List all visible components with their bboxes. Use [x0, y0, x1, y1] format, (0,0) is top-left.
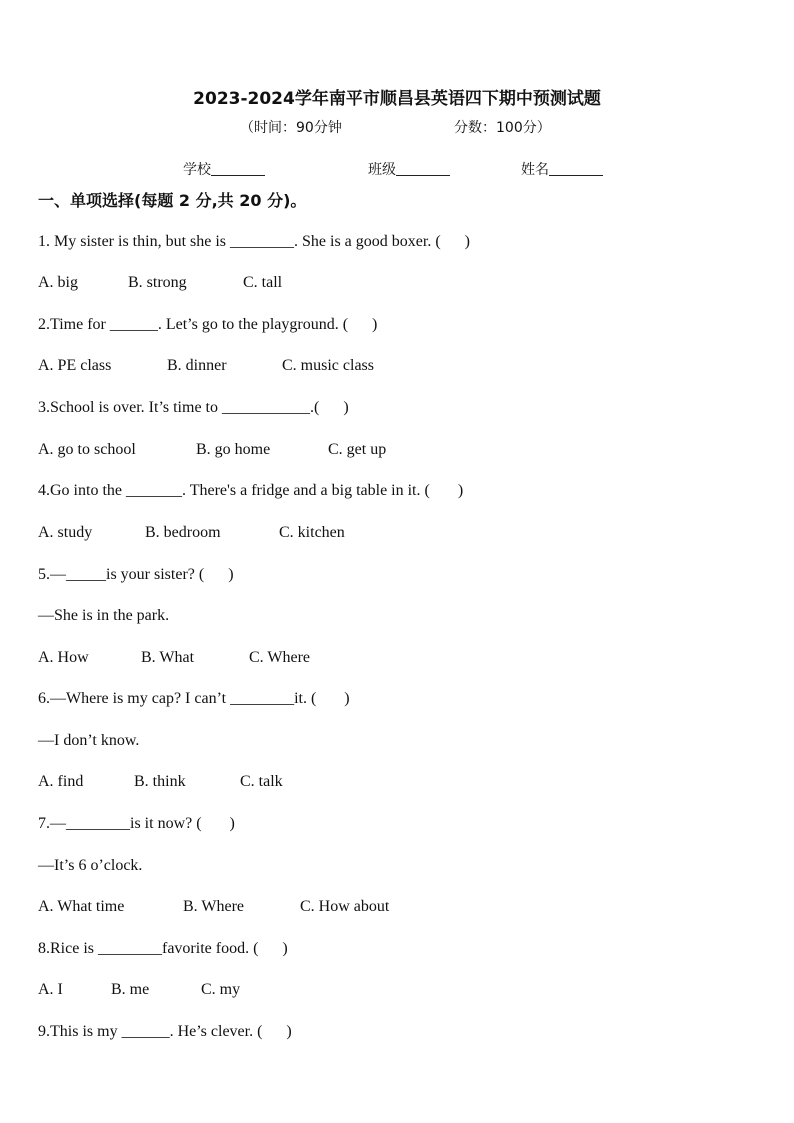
- question-7-stem: 7.—________is it now? ( ): [38, 815, 235, 832]
- question-4-stem: 4.Go into the _______. There's a fridge and a big table in it. ( ): [38, 482, 464, 499]
- question-6-answer: —I don’t know.: [38, 732, 140, 749]
- page-title: 2023-2024学年南平市顺昌县英语四下期中预测试题: [193, 89, 601, 109]
- exam-time: （时间：90分钟: [240, 120, 342, 136]
- section-heading: 一、单项选择(每题 2 分,共 20 分)。: [38, 191, 307, 210]
- option-a[interactable]: A. go to school: [38, 441, 136, 458]
- question-3-stem: 3.School is over. It’s time to ___________.( ): [38, 399, 349, 416]
- option-c[interactable]: C. How about: [300, 898, 390, 915]
- option-b[interactable]: B. dinner: [167, 357, 227, 374]
- option-a[interactable]: A. big: [38, 274, 78, 291]
- class-label: 班级: [368, 162, 396, 178]
- option-a[interactable]: A. PE class: [38, 357, 112, 374]
- option-b[interactable]: B. Where: [183, 898, 245, 915]
- option-a[interactable]: A. find: [38, 773, 84, 790]
- name-blank[interactable]: [549, 161, 603, 176]
- question-5-answer: —She is in the park.: [38, 607, 170, 624]
- question-8-stem: 8.Rice is ________favorite food. ( ): [38, 940, 288, 957]
- option-b[interactable]: B. strong: [128, 274, 187, 291]
- question-2-stem: 2.Time for ______. Let’s go to the playground. ( ): [38, 316, 378, 333]
- school-label: 学校: [183, 162, 211, 178]
- option-c[interactable]: C. tall: [243, 274, 283, 291]
- option-b[interactable]: B. bedroom: [145, 524, 221, 541]
- question-6-stem: 6.—Where is my cap? I can’t ________it. ( ): [38, 690, 350, 707]
- exam-score: 分数：100分）: [454, 120, 551, 136]
- question-5-stem: 5.—_____is your sister? ( ): [38, 566, 234, 583]
- option-c[interactable]: C. Where: [249, 649, 311, 666]
- option-c[interactable]: C. get up: [328, 441, 387, 458]
- option-b[interactable]: B. me: [111, 981, 150, 998]
- name-field: [521, 159, 603, 179]
- class-field: [368, 159, 450, 179]
- option-a[interactable]: A. study: [38, 524, 93, 541]
- option-a[interactable]: A. How: [38, 649, 89, 666]
- question-9-stem: 9.This is my ______. He’s clever. ( ): [38, 1023, 292, 1040]
- option-c[interactable]: C. talk: [240, 773, 283, 790]
- name-label: 姓名: [521, 162, 549, 178]
- option-c[interactable]: C. music class: [282, 357, 374, 374]
- question-7-answer: —It’s 6 o’clock.: [38, 857, 143, 874]
- class-blank[interactable]: [396, 161, 450, 176]
- question-1-stem: 1. My sister is thin, but she is ________. She is a good boxer. ( ): [38, 233, 470, 250]
- option-c[interactable]: C. kitchen: [279, 524, 345, 541]
- school-blank[interactable]: [211, 161, 265, 176]
- option-a[interactable]: A. I: [38, 981, 63, 998]
- option-b[interactable]: B. What: [141, 649, 195, 666]
- option-b[interactable]: B. think: [134, 773, 186, 790]
- option-c[interactable]: C. my: [201, 981, 241, 998]
- option-b[interactable]: B. go home: [196, 441, 271, 458]
- school-field: [183, 159, 265, 179]
- option-a[interactable]: A. What time: [38, 898, 125, 915]
